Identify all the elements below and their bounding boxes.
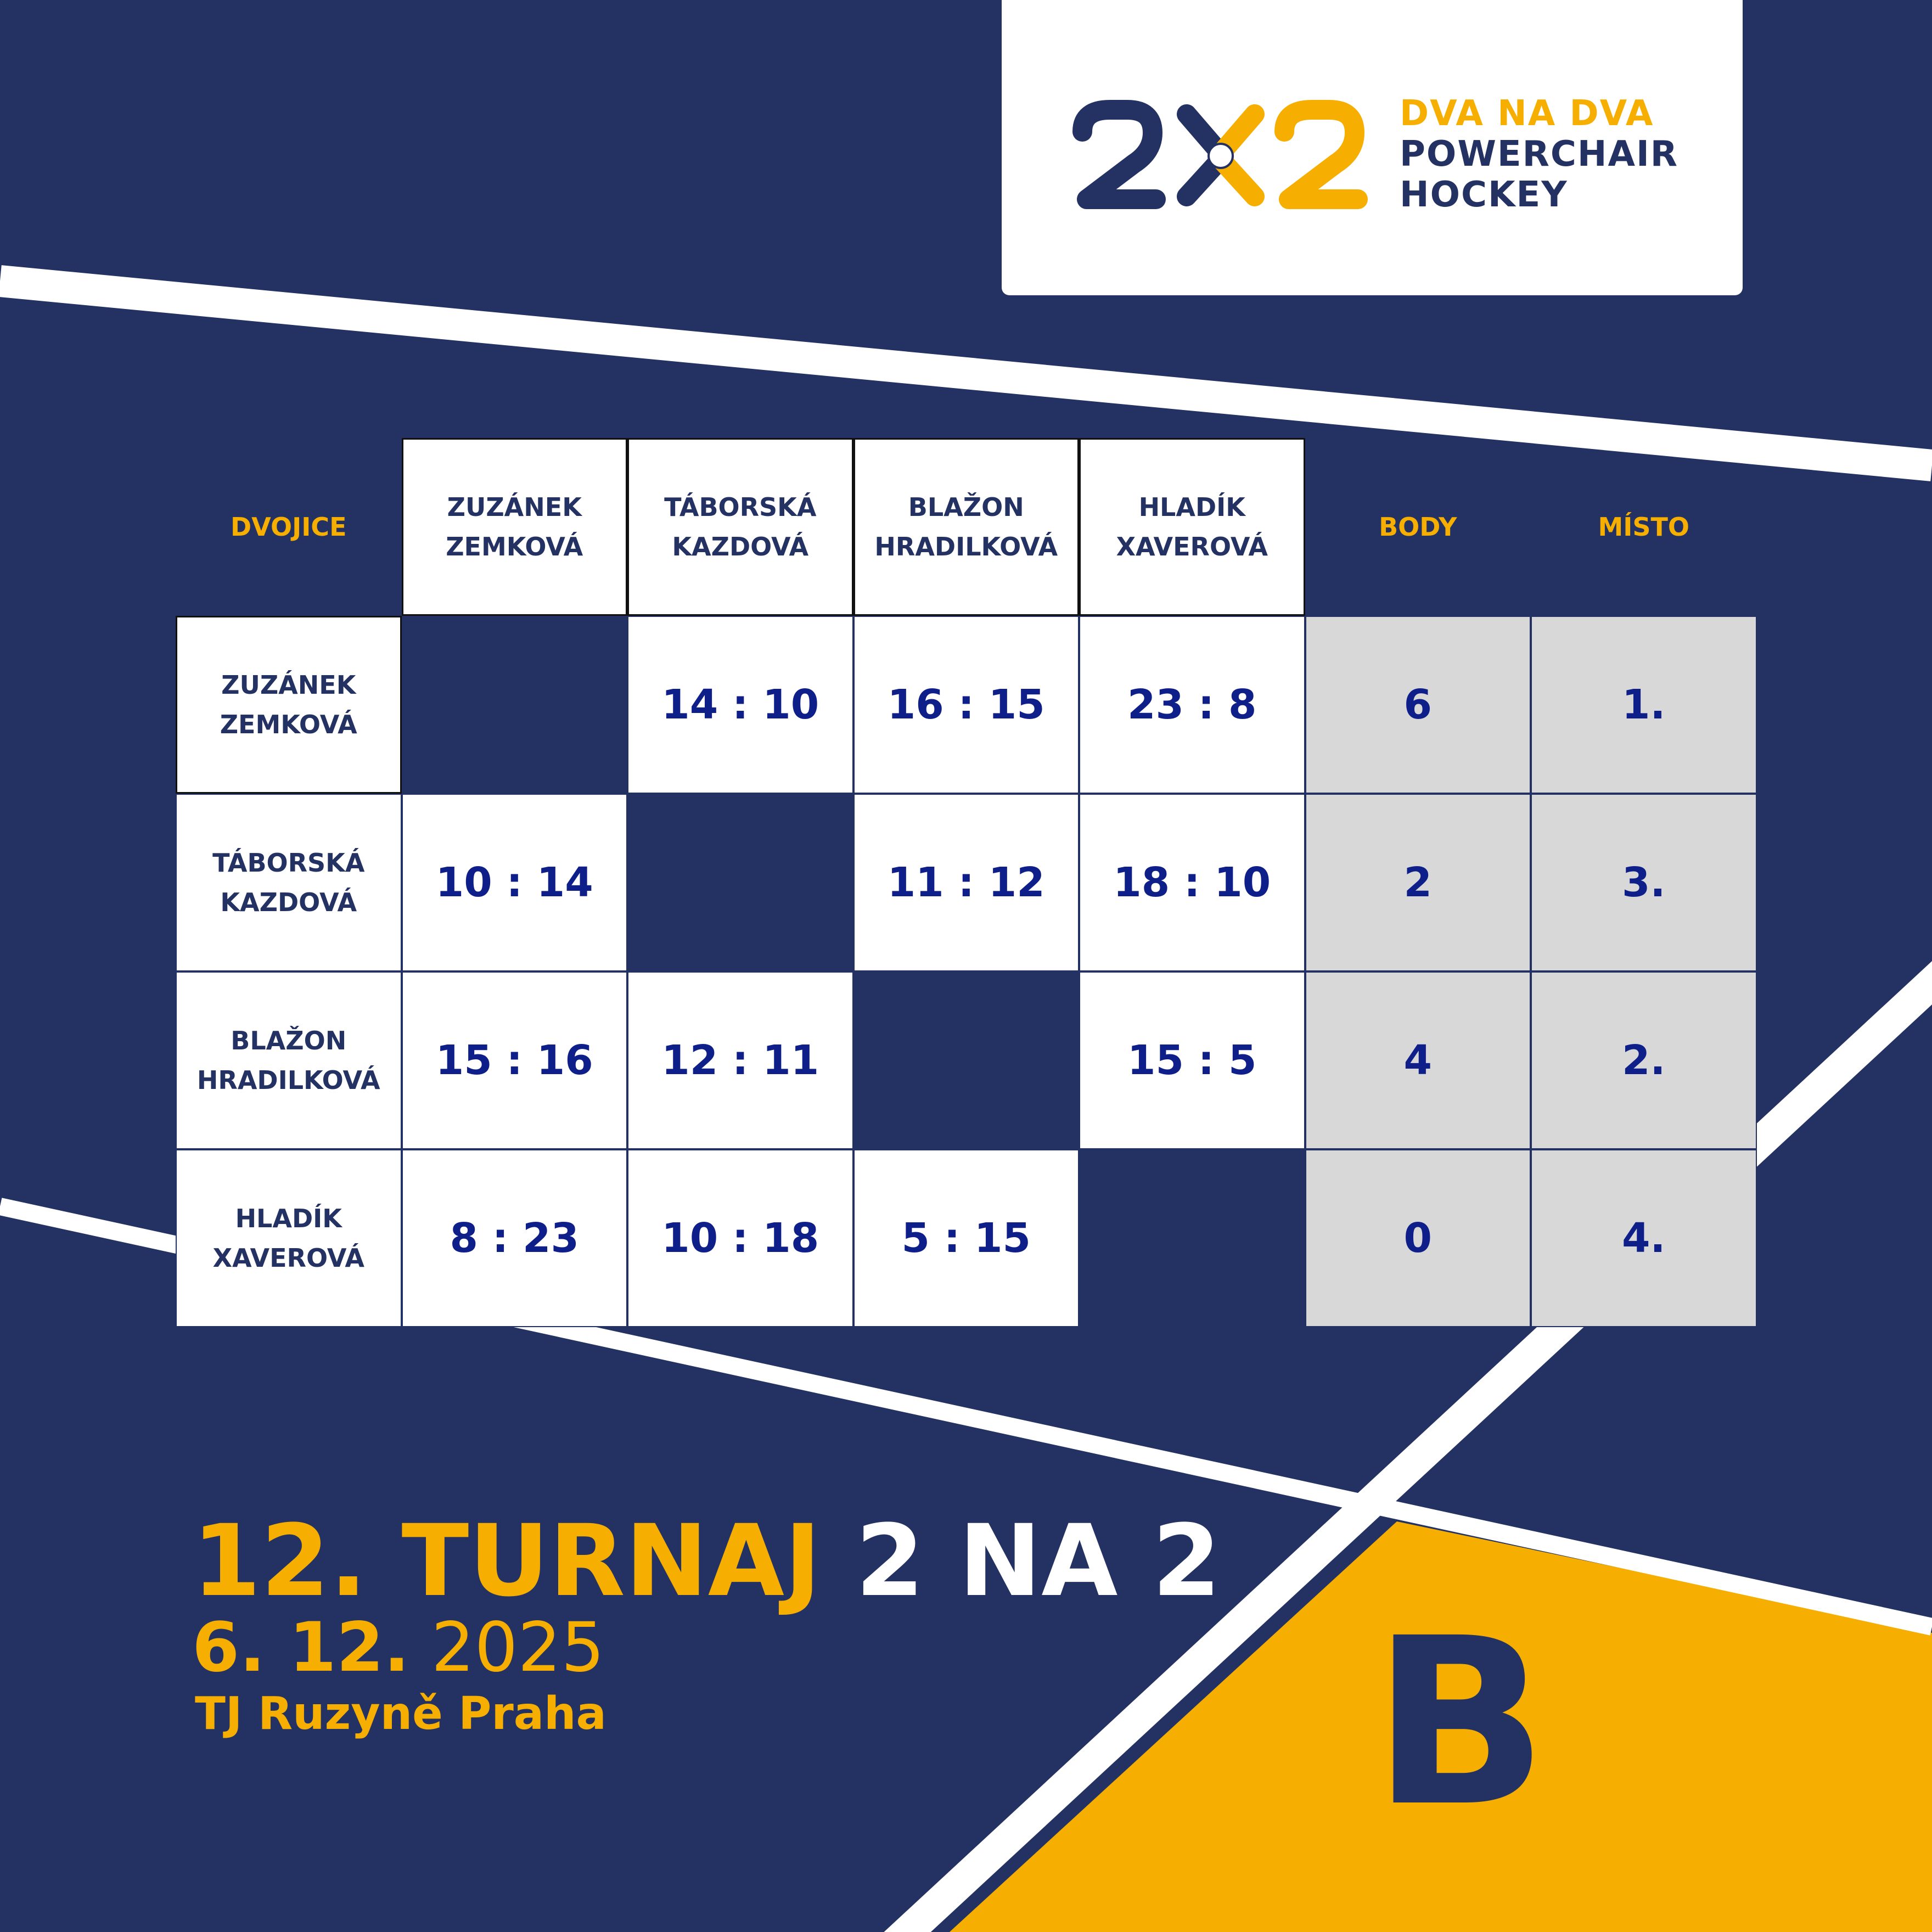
score-cell-text: 15 : 5 bbox=[1127, 1037, 1257, 1084]
points-header-text: BODY bbox=[1379, 512, 1457, 542]
place-cell bbox=[1531, 794, 1757, 971]
score-cell bbox=[402, 971, 628, 1149]
score-cell-text: 23 : 8 bbox=[1127, 681, 1257, 728]
tournament-date-year: 2025 bbox=[431, 1608, 605, 1687]
diagonal-empty-cell bbox=[402, 616, 628, 794]
row-header-team bbox=[176, 616, 402, 794]
score-cell-text: 8 : 23 bbox=[450, 1215, 580, 1262]
score-cell bbox=[402, 1149, 628, 1327]
logo-line-2: POWERCHAIR bbox=[1400, 134, 1679, 175]
row-header-team-text: TÁBORSKÁ KAZDOVÁ bbox=[212, 848, 365, 917]
score-cell bbox=[627, 1149, 853, 1327]
place-cell-text: 1. bbox=[1621, 681, 1666, 728]
score-cell-text: 10 : 18 bbox=[661, 1215, 819, 1262]
column-header-team-text: TÁBORSKÁ KAZDOVÁ bbox=[664, 492, 817, 561]
row-header-team-text: BLAŽON HRADILKOVÁ bbox=[196, 1026, 380, 1095]
column-header-team-text: ZUZÁNEK ZEMKOVÁ bbox=[446, 492, 583, 561]
place-cell bbox=[1531, 971, 1757, 1149]
logo-2x2-icon bbox=[1070, 98, 1378, 213]
diagonal-empty-cell bbox=[1079, 1149, 1305, 1327]
column-header-team-text: HLADÍK XAVEROVÁ bbox=[1116, 492, 1268, 561]
tournament-date-day: 6. 12. bbox=[192, 1608, 410, 1687]
score-cell bbox=[853, 794, 1080, 971]
tournament-title-format: 2 NA 2 bbox=[855, 1504, 1221, 1619]
logo-line-3: HOCKEY bbox=[1400, 175, 1568, 215]
tournament-title bbox=[192, 1504, 1221, 1619]
score-cell-text: 12 : 11 bbox=[661, 1037, 819, 1084]
row-header-team-text: ZUZÁNEK ZEMKOVÁ bbox=[220, 670, 357, 739]
points-cell-text: 0 bbox=[1403, 1215, 1432, 1262]
column-header-team bbox=[853, 438, 1080, 616]
points-cell-text: 6 bbox=[1403, 681, 1432, 728]
column-header-team-text: BLAŽON HRADILKOVÁ bbox=[874, 492, 1058, 561]
logo-wordmark bbox=[1400, 93, 1678, 215]
points-cell bbox=[1305, 616, 1531, 794]
diagonal-empty-cell bbox=[853, 971, 1080, 1149]
row-header-team-text: HLADÍK XAVEROVÁ bbox=[212, 1204, 364, 1273]
score-cell bbox=[1079, 971, 1305, 1149]
corner-label bbox=[176, 438, 402, 616]
points-cell-text: 2 bbox=[1403, 859, 1432, 906]
points-header bbox=[1305, 438, 1531, 616]
points-cell bbox=[1305, 794, 1531, 971]
tournament-date bbox=[192, 1608, 604, 1687]
score-cell-text: 5 : 15 bbox=[901, 1215, 1031, 1262]
corner-label-text: DVOJICE bbox=[231, 512, 347, 542]
score-cell-text: 14 : 10 bbox=[661, 681, 819, 728]
place-cell-text: 2. bbox=[1621, 1037, 1666, 1084]
diagonal-empty-cell bbox=[627, 794, 853, 971]
score-cell bbox=[853, 1149, 1080, 1327]
place-header-text: MÍSTO bbox=[1598, 512, 1689, 542]
score-cell bbox=[402, 794, 628, 971]
place-cell-text: 3. bbox=[1621, 859, 1666, 906]
score-cell bbox=[1079, 794, 1305, 971]
score-cell bbox=[627, 616, 853, 794]
place-header bbox=[1531, 438, 1757, 616]
column-header-team bbox=[627, 438, 853, 616]
points-cell-text: 4 bbox=[1403, 1037, 1432, 1084]
group-letter: B bbox=[1372, 1589, 1548, 1857]
place-cell bbox=[1531, 1149, 1757, 1327]
score-cell bbox=[853, 616, 1080, 794]
column-header-team bbox=[1079, 438, 1305, 616]
score-cell-text: 15 : 16 bbox=[435, 1037, 593, 1084]
logo-line-1: DVA NA DVA bbox=[1400, 93, 1654, 134]
place-cell bbox=[1531, 616, 1757, 794]
score-cell bbox=[1079, 616, 1305, 794]
score-cell bbox=[627, 971, 853, 1149]
points-cell bbox=[1305, 971, 1531, 1149]
score-cell-text: 10 : 14 bbox=[435, 859, 593, 906]
points-cell bbox=[1305, 1149, 1531, 1327]
row-header-team bbox=[176, 971, 402, 1149]
tournament-title-number: 12. TURNAJ bbox=[192, 1504, 822, 1619]
place-cell-text: 4. bbox=[1621, 1215, 1666, 1262]
score-cell-text: 16 : 15 bbox=[887, 681, 1045, 728]
row-header-team bbox=[176, 794, 402, 971]
score-cell-text: 11 : 12 bbox=[887, 859, 1045, 906]
tournament-venue: TJ Ruzyně Praha bbox=[195, 1688, 606, 1740]
row-header-team bbox=[176, 1149, 402, 1327]
column-header-team bbox=[402, 438, 628, 616]
score-cell-text: 18 : 10 bbox=[1113, 859, 1271, 906]
